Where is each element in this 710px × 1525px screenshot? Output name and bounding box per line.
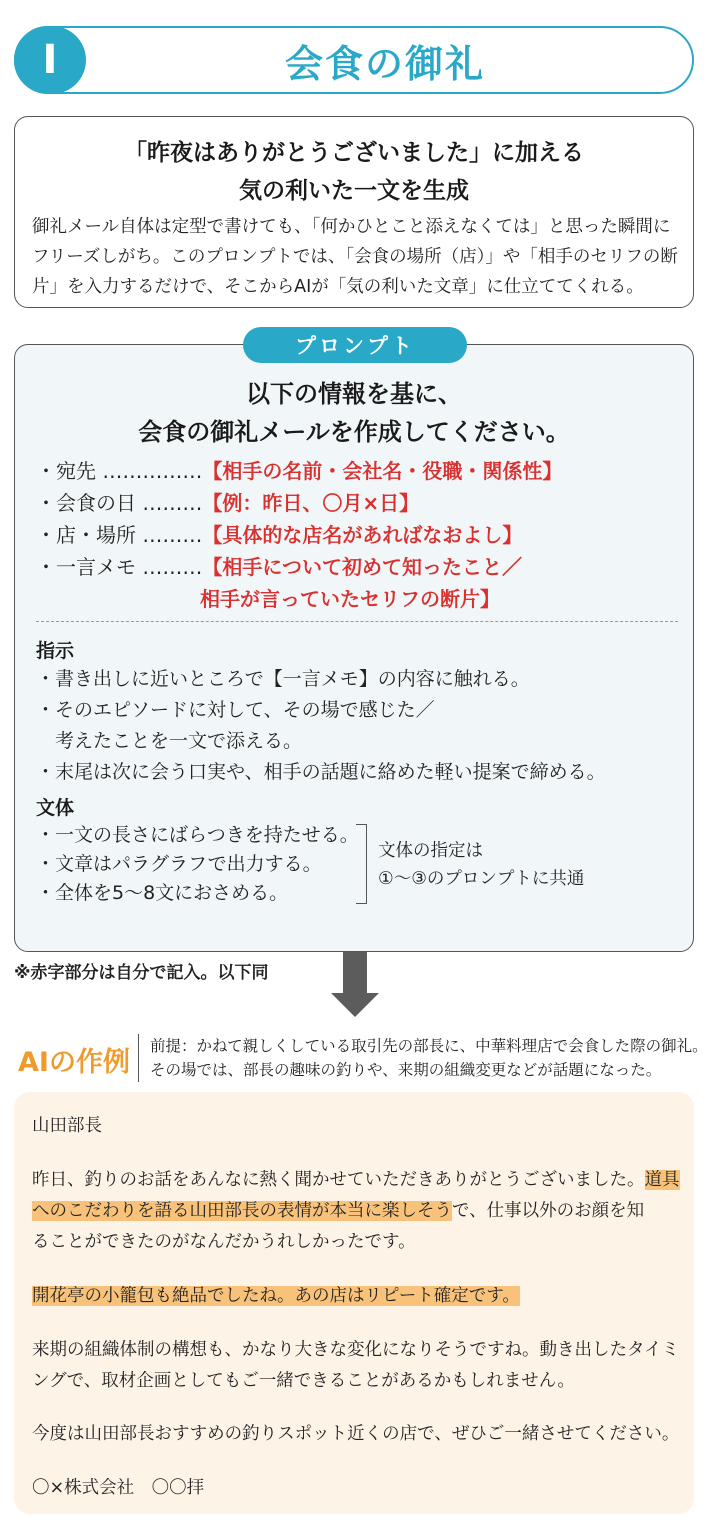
field-label: ・会食の日 ……… <box>36 491 203 515</box>
letter-paragraph-2 <box>32 1281 682 1312</box>
instruction-item: ・そのエピソードに対して、その場で感じた／ <box>36 699 435 721</box>
intro-body-line2: フリーズしがち。このプロンプトでは、「会食の場所（店）」や「相手のセリフの断 <box>32 247 678 267</box>
premise-line1: 前提：かねて親しくしている取引先の部長に、中華料理店で会食した際の御礼。 <box>150 1037 708 1055</box>
instructions-heading: 指示 <box>36 640 75 662</box>
style-note-line2: ①〜③のプロンプトに共通 <box>378 869 585 889</box>
premise-line2: その場では、部長の趣味の釣りや、来期の組織変更などが話題になった。 <box>150 1061 662 1079</box>
down-arrow-icon-head <box>331 993 379 1017</box>
intro-body-line1: 御礼メール自体は定型で書けても、「何かひとこと添えなくては」と思った瞬間に <box>32 217 671 237</box>
letter-paragraph-1-line1 <box>32 1165 682 1196</box>
highlight: 開花亭の小籠包も絶品でしたね。あの店はリピート確定です。 <box>32 1286 520 1306</box>
highlight: へのこだわりを語る山田部長の表情が本当に楽しそう <box>32 1201 452 1221</box>
letter-text-span: で、仕事以外のお顔を知 <box>452 1201 645 1221</box>
field-label: ・宛先 …………… <box>36 459 203 483</box>
intro-headline-line1: 「昨夜はありがとうございました」に加える <box>124 139 584 166</box>
field-label: ・一言メモ ……… <box>36 555 203 579</box>
letter-paragraph-1-line3: ることができたのがなんだかうれしかったです。 <box>32 1232 416 1252</box>
letter-paragraph-3-line1: 来期の組織体制の構想も、かなり大きな変化になりそうですね。動き出したタイミ <box>32 1340 680 1360</box>
intro-body-line3: 片」を入力するだけで、そこからAIが「気の利いた文章」に仕立ててくれる。 <box>32 277 644 297</box>
section-title: 会食の御礼 <box>284 41 485 86</box>
style-bracket <box>356 824 367 904</box>
instruction-item: ・末尾は次に会う口実や、相手の話題に絡めた軽い提案で締める。 <box>36 761 606 783</box>
style-note-line1: 文体の指定は <box>378 841 483 861</box>
prompt-title-line1: 以下の情報を基に、 <box>246 380 462 408</box>
divider <box>36 621 678 622</box>
field-label: ・店・場所 ……… <box>36 523 203 547</box>
footnote: ※赤字部分は自分で記入。以下同 <box>14 963 269 983</box>
style-item: ・一文の長さにばらつきを持たせる。 <box>36 824 359 846</box>
letter-greeting: 山田部長 <box>32 1116 102 1136</box>
field-memo <box>36 551 686 583</box>
intro-headline-line2: 気の利いた一文を生成 <box>239 177 469 204</box>
section-number-badge: I <box>14 26 86 94</box>
style-item: ・全体を5〜8文におさめる。 <box>36 882 289 904</box>
down-arrow-icon <box>343 952 367 994</box>
instruction-item: 考えたことを一文で添える。 <box>36 730 303 752</box>
letter-paragraph-1-line2 <box>32 1196 682 1227</box>
prompt-tab-label: プロンプト <box>243 327 467 363</box>
style-heading: 文体 <box>36 797 75 819</box>
style-item: ・文章はパラグラフで出力する。 <box>36 853 322 875</box>
field-place <box>36 519 686 551</box>
field-value: 【具体的な店名があればなおよし】 <box>202 523 523 547</box>
highlight: 道具 <box>644 1170 680 1190</box>
example-divider <box>138 1034 139 1082</box>
example-label: AIの作例 <box>18 1047 130 1078</box>
instruction-item: ・書き出しに近いところで【一言メモ】の内容に触れる。 <box>36 668 530 690</box>
field-value: 【相手の名前・会社名・役職・関係性】 <box>202 459 563 483</box>
field-value: 【相手について初めて知ったこと／ <box>202 555 522 579</box>
letter-paragraph-4: 今度は山田部長おすすめの釣りスポット近くの店で、ぜひご一緒させてください。 <box>32 1424 680 1444</box>
letter-paragraph-3-line2: ングで、取材企画としてもご一緒できることがあるかもしれません。 <box>32 1371 575 1391</box>
letter-signature: 〇×株式会社 〇〇拝 <box>32 1478 205 1498</box>
letter-text-span: 昨日、釣りのお話をあんなに熱く聞かせていただきありがとうございました。 <box>32 1170 645 1190</box>
prompt-title-line2: 会食の御礼メールを作成してください。 <box>138 418 570 446</box>
field-recipient <box>36 455 686 487</box>
field-date <box>36 487 686 519</box>
field-memo-continued <box>200 583 680 615</box>
field-value: 【例：昨日、〇月×日】 <box>202 491 420 515</box>
field-value: 相手が言っていたセリフの断片】 <box>200 587 500 611</box>
